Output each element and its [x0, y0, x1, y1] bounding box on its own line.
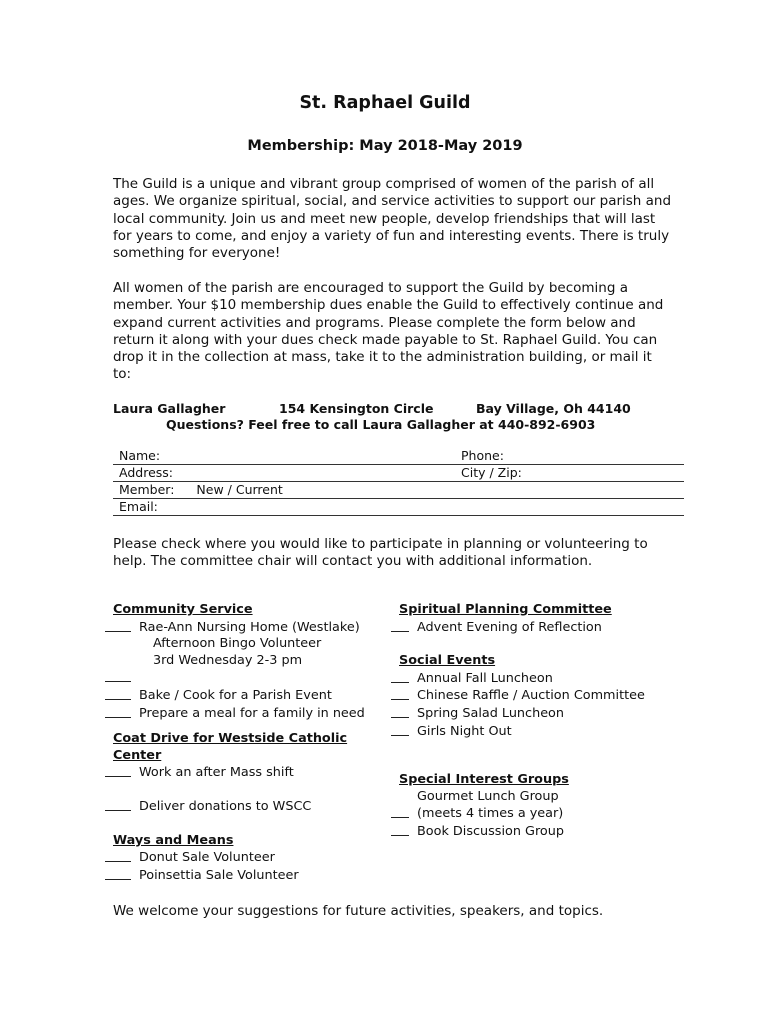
- checkbox-poinsettia[interactable]: [105, 867, 131, 880]
- checkbox-book[interactable]: [391, 823, 409, 836]
- item-raffle: Chinese Raffle / Auction Committee: [417, 688, 645, 704]
- member-label: Member:: [119, 482, 175, 497]
- checkbox-girls-night[interactable]: [391, 723, 409, 736]
- intro-paragraph: The Guild is a unique and vibrant group comprised of women of the parish of all ages. We organize spiritual, social, and service activities to support our parish and local community. Join us and meet new people, develop friendships that will last for years to come, and enjoy a variety of fun and interesting events. There is truly something for everyone!: [113, 176, 672, 262]
- phone-label: Phone:: [461, 448, 504, 463]
- left-column: [105, 602, 365, 884]
- item-bake: Bake / Cook for a Parish Event: [139, 687, 332, 703]
- contact-city: Bay Village, Oh 44140: [476, 401, 631, 416]
- contact-name: Laura Gallagher: [113, 401, 226, 416]
- contact-street: 154 Kensington Circle: [279, 401, 434, 416]
- checkbox-meal[interactable]: [105, 705, 131, 718]
- item-poinsettia: Poinsettia Sale Volunteer: [139, 867, 299, 883]
- item-bingo: Afternoon Bingo Volunteer: [153, 636, 322, 652]
- address-label: Address:: [119, 465, 173, 480]
- name-field[interactable]: [113, 448, 455, 465]
- address-field[interactable]: [113, 465, 455, 482]
- member-options: New / Current: [196, 482, 283, 497]
- name-label: Name:: [119, 448, 161, 463]
- contact-questions: Questions? Feel free to call Laura Gallagher at 440-892-6903: [166, 417, 596, 432]
- spiritual-heading: Spiritual Planning Committee: [399, 602, 612, 617]
- coat-drive-heading: Coat Drive for Westside Catholic: [113, 731, 348, 747]
- email-field[interactable]: [113, 499, 684, 516]
- item-mass-shift: Work an after Mass shift: [139, 765, 294, 781]
- checkbox-rae-ann[interactable]: [105, 619, 131, 632]
- page-title: St. Raphael Guild: [299, 93, 471, 113]
- social-events-heading: Social Events: [399, 653, 496, 669]
- item-salad: Spring Salad Luncheon: [417, 705, 565, 721]
- instructions-paragraph: Please check where you would like to participate in planning or volunteering to help. The committee chair will contact you with additional information.: [113, 536, 648, 570]
- form-row-member: [113, 482, 684, 499]
- dues-paragraph: All women of the parish are encouraged to support the Guild by becoming a member. Your $10 membership dues enable the Guild to effectively continue and expand current activities and programs. Please complete the form below and return it along with your dues check made payable to St. Raphael Guild. You can drop it in the collection at mass, take it to the administration building, or mail it to:: [113, 280, 664, 383]
- checkbox-raffle[interactable]: [391, 687, 409, 700]
- checkbox-mass-shift[interactable]: [105, 764, 131, 777]
- cityzip-label: City / Zip:: [461, 465, 522, 480]
- item-rae-ann: Rae-Ann Nursing Home (Westlake): [139, 619, 360, 635]
- checkbox-donut[interactable]: [105, 849, 131, 862]
- cityzip-field[interactable]: [455, 465, 684, 482]
- form-row-address: [113, 465, 684, 482]
- checkbox-advent[interactable]: [391, 619, 409, 632]
- special-interest-heading: Special Interest Groups: [399, 772, 569, 788]
- checkbox-empty[interactable]: [105, 669, 131, 682]
- membership-period: Membership: May 2018-May 2019: [247, 138, 523, 154]
- right-column: [391, 602, 645, 841]
- checkbox-salad[interactable]: [391, 705, 409, 718]
- checkbox-deliver[interactable]: [105, 798, 131, 811]
- community-service-heading: Community Service: [113, 602, 253, 617]
- item-fall-luncheon: Annual Fall Luncheon: [417, 670, 553, 686]
- item-gourmet-note: (meets 4 times a year): [417, 806, 564, 822]
- form-row-name: [113, 448, 684, 465]
- footer-note: We welcome your suggestions for future activities, speakers, and topics.: [113, 903, 604, 919]
- ways-means-heading: Ways and Means: [113, 832, 234, 848]
- checkbox-bake[interactable]: [105, 687, 131, 700]
- checkbox-fall-luncheon[interactable]: [391, 670, 409, 683]
- form-row-email: [113, 499, 684, 516]
- item-donut: Donut Sale Volunteer: [139, 850, 275, 866]
- coat-drive-heading-line2: Center: [113, 747, 162, 763]
- member-field[interactable]: [113, 482, 684, 499]
- item-meal: Prepare a meal for a family in need: [139, 705, 365, 721]
- item-girls-night: Girls Night Out: [417, 723, 512, 739]
- membership-form: [113, 448, 684, 516]
- item-advent: Advent Evening of Reflection: [417, 619, 602, 635]
- item-bingo-time: 3rd Wednesday 2-3 pm: [153, 652, 303, 668]
- item-book: Book Discussion Group: [417, 823, 564, 839]
- item-gourmet: Gourmet Lunch Group: [417, 788, 559, 804]
- checkbox-gourmet[interactable]: [391, 805, 409, 818]
- email-label: Email:: [119, 499, 158, 514]
- item-deliver: Deliver donations to WSCC: [139, 798, 312, 814]
- phone-field[interactable]: [455, 448, 684, 465]
